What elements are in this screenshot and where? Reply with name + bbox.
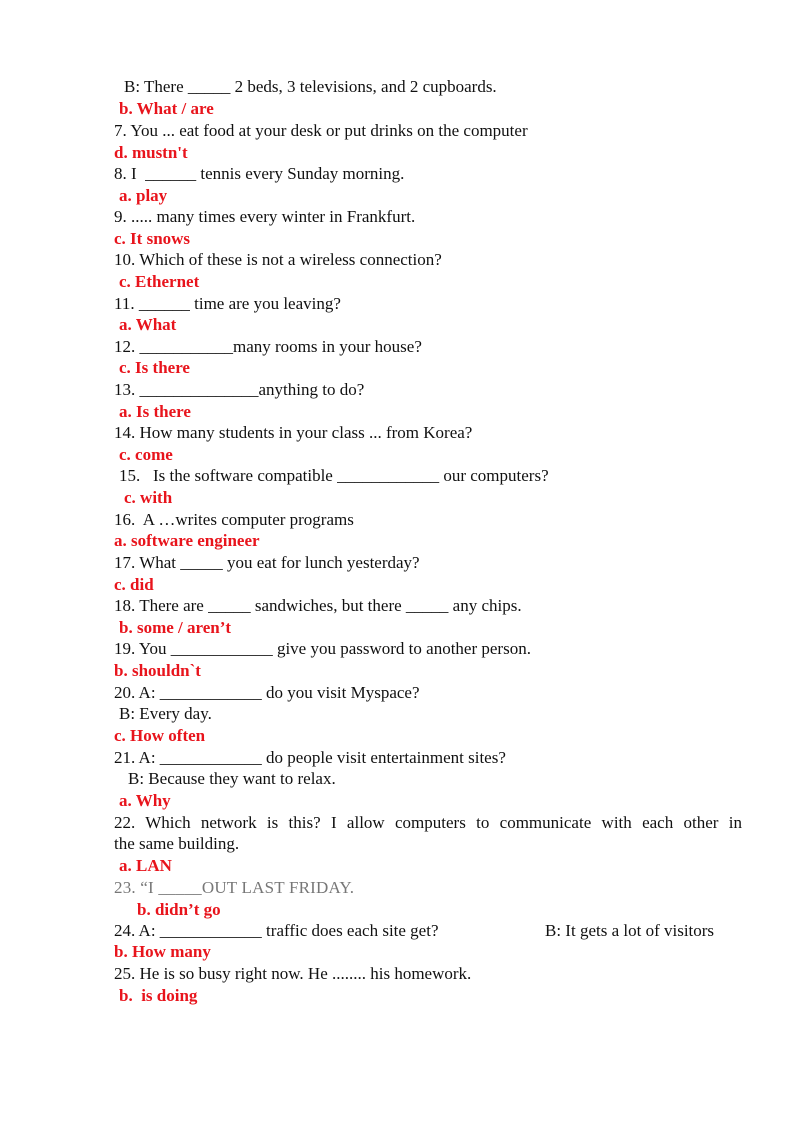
answer-13: a. Is there: [119, 402, 191, 421]
question-10: 10. Which of these is not a wireless connection?: [114, 250, 442, 269]
question-14: 14. How many students in your class ... from Korea?: [114, 423, 473, 442]
question-24: 24. A: ____________ traffic does each site get?: [114, 921, 439, 940]
question-11: 11. ______ time are you leaving?: [114, 294, 341, 313]
answer-15: c. with: [124, 488, 173, 507]
question-20: 20. A: ____________ do you visit Myspace?: [114, 683, 420, 702]
answer-19: b. shouldn`t: [114, 661, 201, 680]
question-18: 18. There are _____ sandwiches, but there _____ any chips.: [114, 596, 522, 615]
answer-20: c. How often: [114, 726, 206, 745]
answer-22: a. LAN: [119, 856, 172, 875]
answer-24: b. How many: [114, 942, 211, 961]
question-22-line-b: the same building.: [114, 834, 240, 853]
question-19: 19. You ____________ give you password to another person.: [114, 639, 531, 658]
answer-21: a. Why: [119, 791, 171, 810]
question-21: 21. A: ____________ do people visit entertainment sites?: [114, 748, 506, 767]
answer-18: b. some / aren’t: [119, 618, 232, 637]
question-7: 7. You ... eat food at your desk or put drinks on the computer: [114, 121, 528, 140]
answer-9: c. It snows: [114, 229, 191, 248]
question-21-line-b: B: Because they want to relax.: [128, 769, 336, 788]
answer-10: c. Ethernet: [119, 272, 200, 291]
answer-11: a. What: [119, 315, 177, 334]
answer-25: b. is doing: [119, 986, 198, 1005]
answer-7: d. mustn't: [114, 143, 188, 162]
question-12: 12. ___________many rooms in your house?: [114, 337, 422, 356]
question-16: 16. A …writes computer programs: [114, 510, 354, 529]
question-6-line-b: B: There _____ 2 beds, 3 televisions, and 2 cupboards.: [124, 77, 497, 96]
question-13: 13. ______________anything to do?: [114, 380, 365, 399]
answer-14: c. come: [119, 445, 173, 464]
question-8: 8. I ______ tennis every Sunday morning.: [114, 164, 405, 183]
answer-12: c. Is there: [119, 358, 190, 377]
question-25: 25. He is so busy right now. He ........ his homework.: [114, 964, 472, 983]
answer-23: b. didn’t go: [137, 900, 221, 919]
question-20-line-b: B: Every day.: [119, 704, 212, 723]
answer-8: a. play: [119, 186, 168, 205]
question-9: 9. ..... many times every winter in Frankfurt.: [114, 207, 416, 226]
question-15: 15. Is the software compatible ____________ our computers?: [119, 466, 549, 485]
answer-17: c. did: [114, 575, 154, 594]
question-24-line-b: B: It gets a lot of visitors: [545, 921, 715, 940]
question-17: 17. What _____ you eat for lunch yesterday?: [114, 553, 420, 572]
question-22: 22. Which network is this? I allow computers to communicate with each other in: [114, 813, 742, 832]
question-23: 23. “I _____OUT LAST FRIDAY.: [114, 878, 355, 897]
answer-6: b. What / are: [119, 99, 214, 118]
answer-16: a. software engineer: [114, 531, 260, 550]
